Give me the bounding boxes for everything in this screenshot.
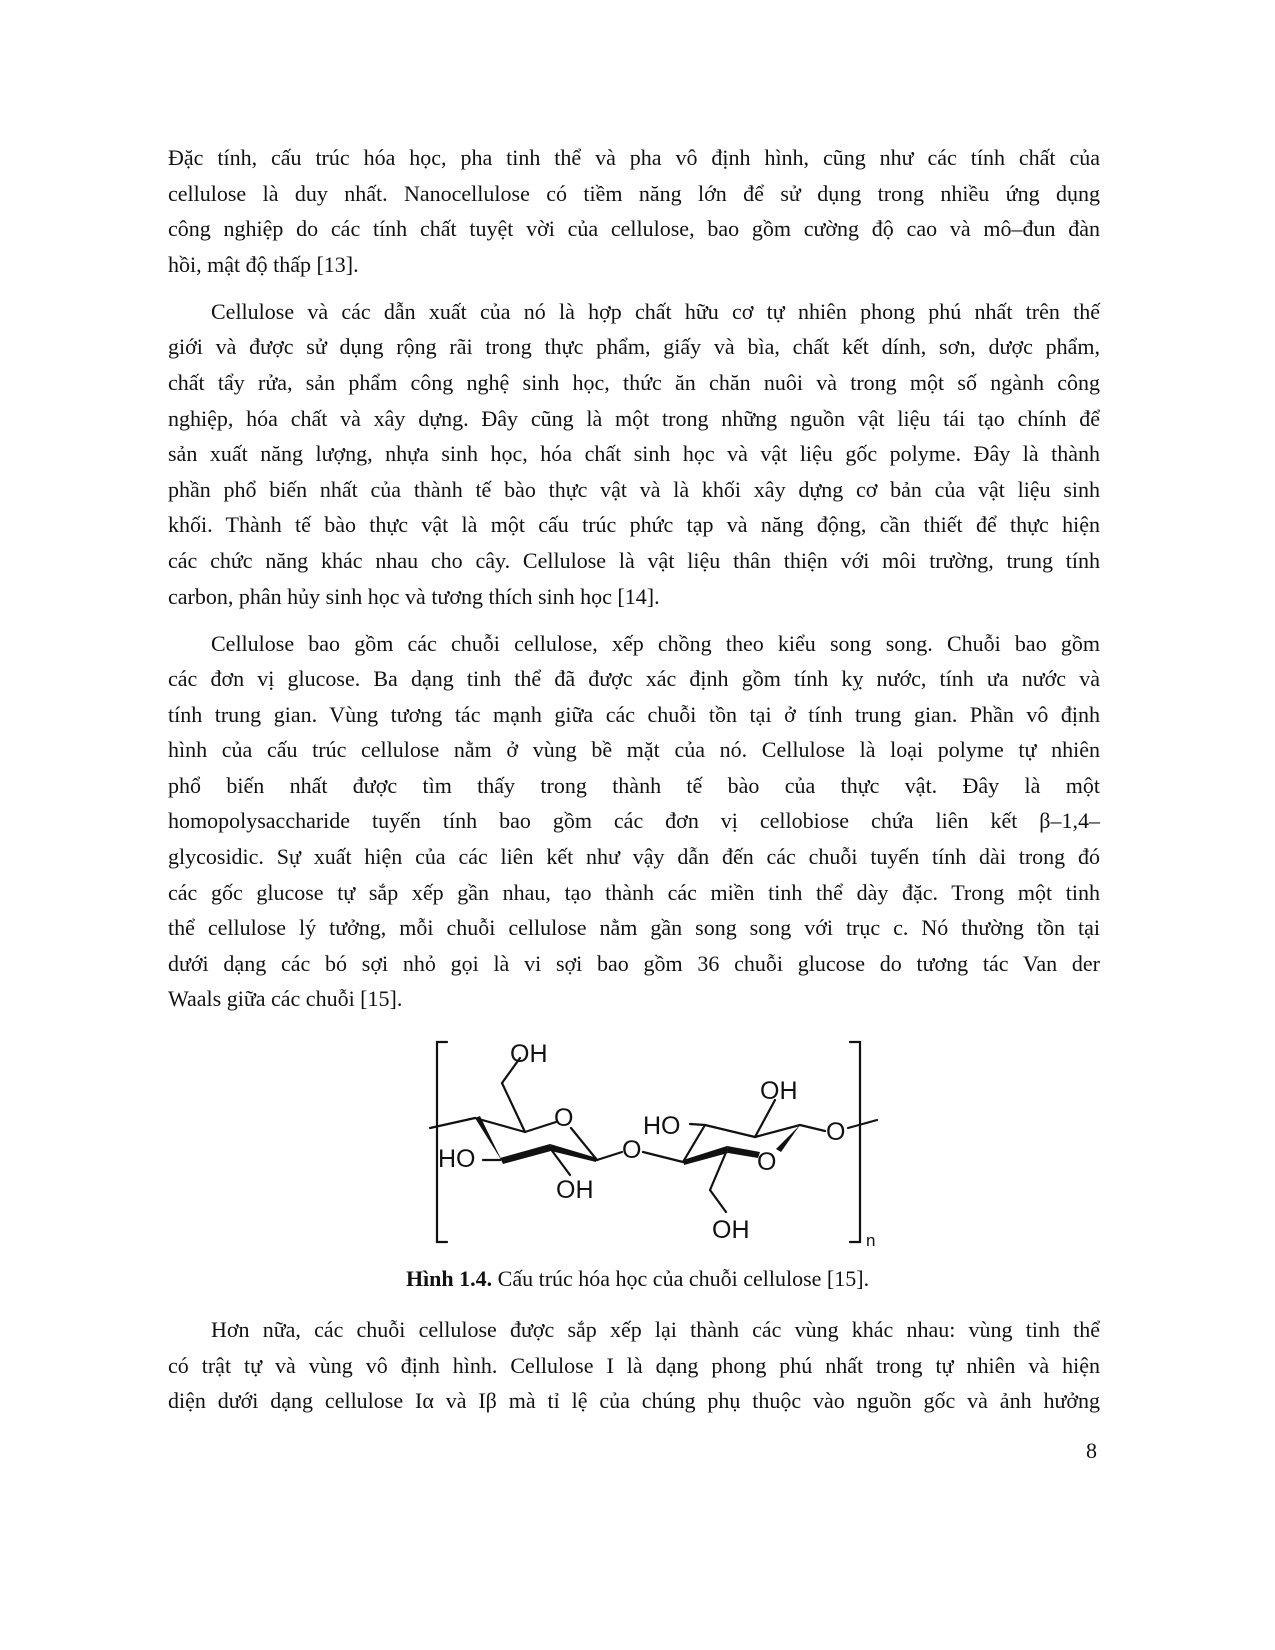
left-bracket bbox=[437, 1042, 447, 1242]
text-line: diện dưới dạng cellulose Iα và Iβ mà tỉ lệ của chúng phụ thuộc vào nguồn gốc và ảnh hưởng bbox=[168, 1388, 1100, 1414]
text-line: sản xuất năng lượng, nhựa sinh học, hóa chất sinh học và vật liệu gốc polyme. Đây là thành bbox=[168, 441, 1100, 467]
text-line: các đơn vị glucose. Ba dạng tinh thể đã được xác định gồm tính kỵ nước, tính ưa nước và bbox=[168, 666, 1100, 692]
text-line: glycosidic. Sự xuất hiện của các liên kết như vậy dẫn đến các chuỗi tuyến tính dài trong đó bbox=[168, 844, 1100, 870]
caption-label: Hình 1.4. bbox=[405, 1266, 493, 1291]
text-line: Đặc tính, cấu trúc hóa học, pha tinh thể và pha vô định hình, cũng như các tính chất của bbox=[168, 145, 1100, 170]
text-line: hình của cấu trúc cellulose nằm ở vùng bề mặt của nó. Cellulose là loại polyme tự nhiên bbox=[168, 737, 1100, 763]
figure-caption bbox=[0, 1266, 1275, 1292]
caption-text: Cấu trúc hóa học của chuỗi cellulose [15]. bbox=[492, 1266, 870, 1291]
text-line: có trật tự và vùng vô định hình. Cellulose I là dạng phong phú nhất trong tự nhiên và hiện bbox=[168, 1352, 1100, 1378]
label-ho: HO bbox=[643, 1112, 681, 1140]
text-line: hồi, mật độ thấp [13]. bbox=[168, 251, 359, 277]
label-oh: OH bbox=[556, 1176, 594, 1204]
label-bridge-o: O bbox=[622, 1136, 642, 1164]
bold-bond bbox=[727, 1146, 760, 1158]
text-line: chất tẩy rửa, sản phẩm công nghệ sinh học, thức ăn chăn nuôi và trong một số ngành công bbox=[168, 369, 1100, 395]
text-line: thể cellulose lý tưởng, mỗi chuỗi cellulose nằm gần song song với trục c. Nó thường tồn tại bbox=[168, 915, 1100, 941]
label-oh: OH bbox=[760, 1077, 798, 1105]
label-repeat-n: n bbox=[866, 1231, 876, 1250]
text-line: các chức năng khác nhau cho cây. Cellulose là vật liệu thân thiện với môi trường, trung tính bbox=[168, 547, 1100, 573]
text-line: giới và được sử dụng rộng rãi trong thực phẩm, giấy và bìa, chất kết dính, sơn, dược phẩm, bbox=[168, 334, 1100, 360]
bold-bond bbox=[500, 1144, 551, 1164]
text-line: phổ biến nhất được tìm thấy trong thành tế bào của thực vật. Đây là một bbox=[168, 772, 1100, 798]
text-line: phần phổ biến nhất của thành tế bào thực vật và là khối xây dựng cơ bản của vật liệu sinh bbox=[168, 476, 1100, 502]
text-line: các gốc glucose tự sắp xếp gần nhau, tạo thành các miền tinh thể dày đặc. Trong một tinh bbox=[168, 879, 1100, 905]
label-oh: OH bbox=[712, 1216, 750, 1244]
label-ho: HO bbox=[438, 1145, 476, 1173]
text-line: homopolysaccharide tuyến tính bao gồm các đơn vị cellobiose chứa liên kết β–1,4– bbox=[168, 808, 1100, 834]
paragraph bbox=[168, 1312, 1100, 1419]
text-line: dưới dạng các bó sợi nhỏ gọi là vi sợi bao gồm 36 chuỗi glucose do tương tác Van der bbox=[168, 950, 1100, 976]
right-bracket bbox=[850, 1042, 860, 1242]
label-oh: OH bbox=[510, 1040, 548, 1068]
page-number: 8 bbox=[1086, 1438, 1097, 1463]
label-ring-o: O bbox=[757, 1148, 777, 1176]
text-line: Cellulose bao gồm các chuỗi cellulose, xếp chồng theo kiểu song song. Chuỗi bao gồm bbox=[211, 630, 1100, 656]
text-line: Waals giữa các chuỗi [15]. bbox=[168, 986, 403, 1012]
text-line: nghiệp, hóa chất và xây dựng. Đây cũng là một trong những nguồn vật liệu tái tạo chính để bbox=[168, 405, 1100, 431]
text-line: carbon, phân hủy sinh học và tương thích sinh học [14]. bbox=[168, 583, 660, 609]
text-line: cellulose là duy nhất. Nanocellulose có tiềm năng lớn để sử dụng trong nhiều ứng dụng bbox=[168, 180, 1100, 206]
body-text-bottom bbox=[168, 1312, 1100, 1430]
text-line: khối. Thành tế bào thực vật là một cấu trúc phức tạp và năng động, cần thiết để thực hiện bbox=[168, 512, 1100, 538]
text-line: tính trung gian. Vùng tương tác mạnh giữa các chuỗi tồn tại ở tính trung gian. Phần vô định bbox=[168, 701, 1100, 727]
text-line: Cellulose và các dẫn xuất của nó là hợp chất hữu cơ tự nhiên phong phú nhất trên thế bbox=[211, 298, 1100, 324]
label-ring-o: O bbox=[554, 1104, 574, 1132]
text-line: Hơn nữa, các chuỗi cellulose được sắp xếp lại thành các vùng khác nhau: vùng tinh thể bbox=[211, 1317, 1100, 1342]
label-o: O bbox=[826, 1118, 846, 1146]
text-line: công nghiệp do các tính chất tuyệt vời của cellulose, bao gồm cường độ cao và mô–đun đàn bbox=[168, 216, 1100, 242]
